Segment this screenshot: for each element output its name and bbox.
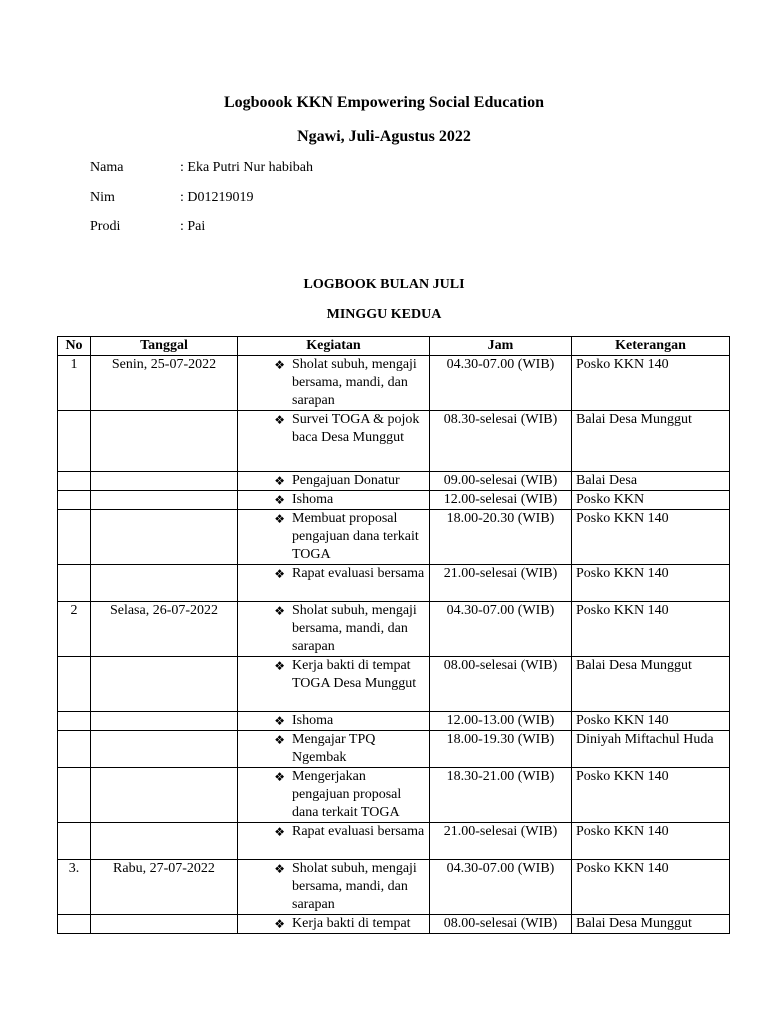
diamond-bullet-icon: ❖ [274,733,285,747]
kegiatan-text: Ishoma [292,713,334,728]
cell-kegiatan [238,602,430,657]
table-header-row [58,337,730,356]
logbook-table [57,336,730,934]
section-title: LOGBOOK BULAN JULI [303,277,465,292]
cell-keterangan: Balai Desa [572,472,730,491]
kegiatan-text: Pengajuan Donatur [292,473,400,488]
cell-kegiatan [238,915,430,934]
diamond-bullet-icon: ❖ [274,714,285,728]
cell-keterangan: Balai Desa Munggut [572,915,730,934]
info-value-nama: : Eka Putri Nur habibah [180,160,313,175]
kegiatan-text: Mengajar TPQ Ngembak [292,732,376,765]
cell-no [58,472,91,491]
diamond-bullet-icon: ❖ [274,659,285,673]
diamond-bullet-icon: ❖ [274,512,285,526]
section-subtitle: MINGGU KEDUA [326,307,442,322]
cell-jam: 18.30-21.00 (WIB) [430,768,572,823]
diamond-bullet-icon: ❖ [274,358,285,372]
kegiatan-text: Sholat subuh, mengaji bersama, mandi, dan sarapan [292,861,417,912]
cell-no [58,768,91,823]
cell-no [58,823,91,860]
kegiatan-text: Sholat subuh, mengaji bersama, mandi, dan sarapan [292,357,417,408]
diamond-bullet-icon: ❖ [274,604,285,618]
kegiatan-text: Membuat proposal pengajuan dana terkait TOGA [292,511,419,562]
cell-no [58,510,91,565]
cell-keterangan: Posko KKN 140 [572,565,730,602]
diamond-bullet-icon: ❖ [274,917,285,931]
cell-tanggal [91,411,238,472]
cell-kegiatan [238,510,430,565]
cell-jam: 18.00-20.30 (WIB) [430,510,572,565]
cell-keterangan: Balai Desa Munggut [572,411,730,472]
table-row [58,823,730,860]
cell-keterangan: Posko KKN 140 [572,823,730,860]
cell-keterangan: Posko KKN 140 [572,602,730,657]
cell-kegiatan [238,657,430,712]
cell-no: 3. [58,860,91,915]
table-body [58,356,730,934]
cell-keterangan: Diniyah Miftachul Huda [572,731,730,768]
cell-kegiatan [238,768,430,823]
cell-keterangan: Posko KKN 140 [572,712,730,731]
cell-tanggal [91,712,238,731]
table-row [58,356,730,411]
cell-tanggal [91,510,238,565]
cell-kegiatan [238,491,430,510]
header-kegiatan: Kegiatan [238,337,430,356]
table-row [58,860,730,915]
cell-tanggal [91,768,238,823]
cell-jam: 08.30-selesai (WIB) [430,411,572,472]
cell-tanggal [91,565,238,602]
cell-jam: 04.30-07.00 (WIB) [430,602,572,657]
table-row [58,602,730,657]
table-row [58,565,730,602]
table-row [58,472,730,491]
table-row [58,491,730,510]
cell-tanggal: Senin, 25-07-2022 [91,356,238,411]
diamond-bullet-icon: ❖ [274,413,285,427]
kegiatan-text: Kerja bakti di tempat [292,916,411,931]
table-row [58,510,730,565]
header-jam: Jam [430,337,572,356]
cell-no [58,731,91,768]
diamond-bullet-icon: ❖ [274,474,285,488]
cell-jam: 21.00-selesai (WIB) [430,565,572,602]
kegiatan-text: Survei TOGA & pojok baca Desa Munggut [292,412,420,445]
cell-no [58,712,91,731]
info-label-nama: Nama [90,160,124,175]
header-tanggal: Tanggal [91,337,238,356]
info-value-prodi: : Pai [180,219,206,234]
cell-no [58,411,91,472]
cell-tanggal: Selasa, 26-07-2022 [91,602,238,657]
cell-kegiatan [238,823,430,860]
cell-tanggal [91,731,238,768]
diamond-bullet-icon: ❖ [274,567,285,581]
table-row [58,768,730,823]
table-row [58,712,730,731]
cell-tanggal [91,472,238,491]
cell-kegiatan [238,860,430,915]
cell-no [58,657,91,712]
header-no: No [58,337,91,356]
cell-kegiatan [238,411,430,472]
diamond-bullet-icon: ❖ [274,493,285,507]
diamond-bullet-icon: ❖ [274,825,285,839]
table-row [58,915,730,934]
info-value-nim: : D01219019 [180,190,254,205]
header-keterangan: Keterangan [572,337,730,356]
cell-tanggal [91,823,238,860]
cell-jam: 12.00-13.00 (WIB) [430,712,572,731]
cell-tanggal: Rabu, 27-07-2022 [91,860,238,915]
cell-kegiatan [238,472,430,491]
cell-no [58,565,91,602]
cell-jam: 09.00-selesai (WIB) [430,472,572,491]
cell-jam: 21.00-selesai (WIB) [430,823,572,860]
kegiatan-text: Kerja bakti di tempat TOGA Desa Munggut [292,658,417,691]
cell-tanggal [91,491,238,510]
cell-tanggal [91,915,238,934]
diamond-bullet-icon: ❖ [274,770,285,784]
cell-no: 2 [58,602,91,657]
cell-jam: 04.30-07.00 (WIB) [430,356,572,411]
cell-jam: 12.00-selesai (WIB) [430,491,572,510]
cell-no [58,491,91,510]
table-row [58,657,730,712]
cell-jam: 04.30-07.00 (WIB) [430,860,572,915]
cell-jam: 08.00-selesai (WIB) [430,915,572,934]
cell-keterangan: Posko KKN 140 [572,510,730,565]
cell-keterangan: Balai Desa Munggut [572,657,730,712]
cell-no [58,915,91,934]
kegiatan-text: Rapat evaluasi bersama [292,824,425,839]
cell-keterangan: Posko KKN 140 [572,356,730,411]
document-title: Logboook KKN Empowering Social Education [223,94,545,111]
cell-kegiatan [238,565,430,602]
cell-kegiatan [238,731,430,768]
cell-keterangan: Posko KKN 140 [572,768,730,823]
cell-tanggal [91,657,238,712]
diamond-bullet-icon: ❖ [274,862,285,876]
kegiatan-text: Mengerjakan pengajuan proposal dana terkait TOGA [292,769,402,820]
cell-kegiatan [238,356,430,411]
info-label-prodi: Prodi [90,219,121,234]
kegiatan-text: Rapat evaluasi bersama [292,566,425,581]
cell-kegiatan [238,712,430,731]
table-row [58,731,730,768]
cell-keterangan: Posko KKN 140 [572,860,730,915]
kegiatan-text: Sholat subuh, mengaji bersama, mandi, dan sarapan [292,603,417,654]
kegiatan-text: Ishoma [292,492,334,507]
info-label-nim: Nim [90,190,115,205]
table-row [58,411,730,472]
cell-jam: 18.00-19.30 (WIB) [430,731,572,768]
cell-keterangan: Posko KKN [572,491,730,510]
cell-jam: 08.00-selesai (WIB) [430,657,572,712]
document-subtitle: Ngawi, Juli-Agustus 2022 [297,128,471,145]
cell-no: 1 [58,356,91,411]
